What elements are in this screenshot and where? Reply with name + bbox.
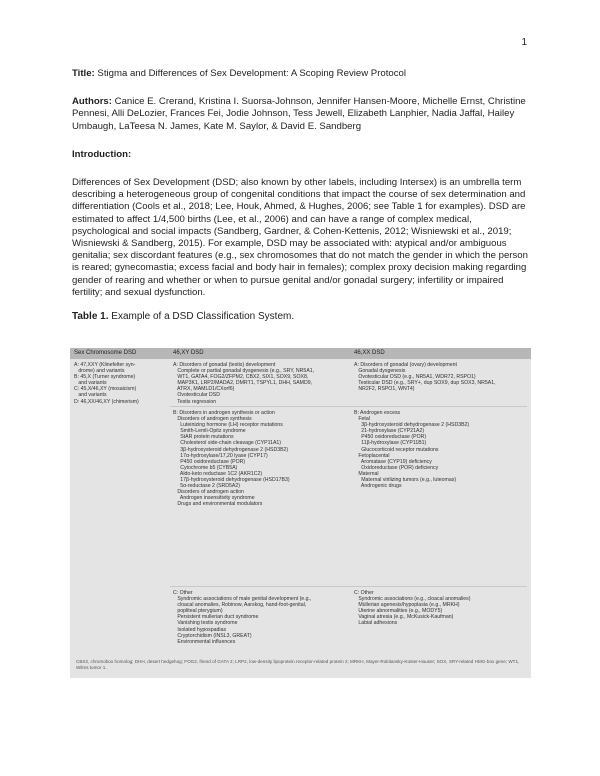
table-cell-line: Testis regression (173, 398, 217, 405)
table-cell-line: and variants (74, 380, 107, 387)
table-cell-line: StAR protein mutations (173, 434, 234, 441)
table-cell-line: 5α-reductase 2 (SRD5A2) (173, 483, 241, 490)
table-cell-line: Oxidoreductase (POR) deficiency (354, 464, 439, 471)
table-cell-line: 3β-hydroxysteroid dehydrogenase 2 (HSD3B2) (354, 422, 470, 429)
title-line (72, 68, 532, 80)
table-cell-line: Androgenic drugs (354, 483, 402, 490)
table-cell-line: Labial adhesions (354, 620, 398, 627)
table-cell-line: popliteal pterygium) (173, 608, 223, 615)
table-cell-line: A: Disorders of gonadal (ovary) development (354, 362, 457, 368)
table-cell-line: Fetal (354, 416, 370, 423)
table-header-row (70, 348, 531, 359)
table-cell-line: MAP3K1, LRP2/MADA2, DMRT1, TSPYL1, DHH, SAMD9, (173, 380, 313, 387)
table-caption-label: Table 1. (72, 311, 109, 323)
table-cell-line: Isolated hypospadias (173, 626, 227, 633)
table-cell-line: B: Disorders in androgen synthesis or action (173, 410, 275, 416)
table-cell-line: Complete or partial gonadal dysgenesis (e.g., SRY, NR5A1, (173, 368, 315, 375)
header-sex-chromosome: Sex Chromosome DSD (74, 350, 137, 356)
table-cell-line: Vaginal atresia (e.g., McKusick-Kaufman) (354, 614, 454, 621)
table-cell-line: C: 45,X/46,XY (mosaicism) (74, 386, 137, 393)
header-46xx: 46,XX DSD (354, 350, 385, 356)
table-cell-line: Glucocorticoid receptor mutations (354, 446, 439, 453)
column-46xx-section-b (354, 410, 469, 489)
table-caption-text: Example of a DSD Classification System. (108, 311, 295, 323)
table-cell-line: P450 oxidoreductase (POR) (354, 434, 427, 441)
table-cell-line: ATRX, MAMLD1/CXorf6) (173, 386, 235, 393)
table-cell-line: Luteinizing hormone (LH) receptor mutations (173, 422, 283, 429)
table-cell-line: 17β-hydroxysteroid dehydrogenase (HSD17B3) (173, 477, 290, 484)
authors-label: Authors: (72, 96, 112, 108)
column-46xy-section-c (173, 590, 311, 645)
table-cell-line: D: 46,XX/46,XY (chimerism) (74, 398, 139, 405)
row-divider (170, 586, 527, 587)
table-cell-line: B: 45,X (Turner syndrome) (74, 374, 136, 381)
table-cell-line: Maternal (354, 470, 379, 477)
table-cell-line: Smith-Lemli-Opitz syndrome (173, 428, 246, 435)
table-cell-line: Gonadal dysgenesis (354, 368, 406, 375)
table-cell-line: Cholesterol side-chain cleavage (CYP11A1) (173, 440, 282, 447)
column-46xx-section-a (354, 362, 496, 392)
table-cell-line: C: Other (354, 590, 374, 596)
table-cell-line: 11β-hydroxylase (CYP11B1) (354, 440, 427, 447)
table-footnote: CBX2, chromobox homolog; DHH, desert hedgehog; FOG2, friend of GATA 2; LRP2, low-density lipoprotein receptor-related protein 2; MRKH, Mayer-Rokitansky-Küster-Hauser; SOX, SRY-related HMG-box gene; WT1, Wilms tumor 1. (76, 659, 520, 670)
column-sex-chromosome (74, 362, 139, 405)
table-cell-line: drome) and variants (74, 368, 125, 375)
title-label: Title: (72, 68, 95, 79)
table-cell-line: 21-hydroxylase (CYP21A2) (354, 428, 425, 435)
table-cell-line: Maternal virilizing tumors (e.g., luteomas) (354, 477, 457, 484)
table-cell-line: WT1, GATA4, FOG2/ZFPM2, CBX2, SIX1, SOX9, SOX8, (173, 374, 309, 381)
table-cell-line: P450 oxidoreductase (POR) (173, 458, 246, 465)
table-cell-line: Syndromic associations (e.g., cloacal anomalies) (354, 596, 471, 603)
table-cell-line: NR2F2, RSPO1, WNT4) (354, 386, 415, 393)
table-cell-line: Cryptorchidism (INSL3, GREAT) (173, 632, 252, 639)
table-cell-line: A: Disorders of gonadal (testis) development (173, 362, 276, 368)
row-divider (170, 406, 527, 407)
table-caption (72, 311, 532, 323)
table-cell-line: Disorders of androgen synthesis (173, 416, 252, 423)
table-cell-line: Environmental influences (173, 638, 236, 645)
table-cell-line: Vanishing testis syndrome (173, 620, 238, 627)
table-cell-line: 3β-hydroxysteroid dehydrogenase 2 (HSD3B2) (173, 446, 289, 453)
table-cell-line: cloacal anomalies, Robinow, Aarskog, hand-foot-genital, (173, 602, 307, 609)
column-46xy-section-a (173, 362, 314, 405)
title-text: Stigma and Differences of Sex Development: A Scoping Review Protocol (94, 68, 407, 79)
table-cell-line: Androgen insensitivity syndrome (173, 495, 255, 502)
table-cell-line: Ovotesticular DSD (173, 392, 220, 399)
column-46xy-section-b (173, 410, 290, 508)
table-cell-line: C: Other (173, 590, 193, 596)
table-cell-line: Testicular DSD (e.g., SRY+, dup SOX9, dup SOX3, NR5A1, (354, 380, 496, 387)
authors-line (72, 96, 532, 133)
table-cell-line: A: 47,XXY (Klinefelter syn- (74, 362, 136, 368)
page-number: 1 (521, 37, 527, 48)
table-cell-line: Aromatase (CYP19) deficiency (354, 458, 432, 465)
table-cell-line: Persistent mullerian duct syndrome (173, 614, 259, 621)
introduction-paragraph: Differences of Sex Development (DSD; also known by other labels, including Intersex) is an umbrella term describing a heterogeneous group of congenital conditions that impact the course of sex determination and differentiation (Cools et al., 2018; Lee, Houk, Ahmed, & Hughes, 2006; see Table 1 for examples). DSD are estimated to affect 1/4,500 births (Lee, et al., 2006) and can have a range of complex medical, psychological and social impacts (Sandberg, Gardner, & Cohen-Kettenis, 2012; Wisniewski et al., 2019; Wisniewski & Sandberg, 2015). For example, DSD may be associated with: atypical and/or ambiguous genitalia; sex discordant features (e.g., sex chromosomes that do not match the gender in which the person is reared; gynecomastia; excess facial and body hair in females); complex proxy decision making regarding gender of rearing and whether or when to pursue genital and/or gonadal surgery; infertility or impaired fertility; and sexual dysfunction. (72, 177, 528, 298)
table-cell-line: Drugs and environmental modulators (173, 501, 263, 508)
table-cell-line: Disorders of androgen action (173, 489, 244, 496)
table-cell-line: 17α-hydroxylase/17,20 lyase (CYP17) (173, 452, 268, 459)
authors-text: Canice E. Crerand, Kristina I. Suorsa-Johnson, Jennifer Hansen-Moore, Michelle Ernst, Christine Pennesi, Alli DeLozier, Frances Fei, Jodie Johnson, Tess Jewell, Elizabeth Lanphier, Nadia Jaffal, Hailey Umbaugh, LaTeesa N. James, Kate M. Saylor, & David E. Sandberg (72, 96, 526, 132)
table-cell-line: Ovotesticular DSD (e.g., NR5A1, WDR72, RSPO1) (354, 374, 476, 381)
table-cell-line: Uterine abnormalities (e.g., MODY5) (354, 608, 443, 615)
table-cell-line: B: Androgen excess (354, 410, 401, 416)
table-cell-line: and variants (74, 392, 107, 399)
table-cell-line: Cytochrome b5 (CYB5A) (173, 464, 238, 471)
table-cell-line: Müllerian agenesis/hypoplasia (e.g., MRKH) (354, 602, 460, 609)
table-cell-line: Fetoplacental (354, 452, 390, 459)
introduction-heading: Introduction: (72, 148, 132, 160)
table-cell-line: Aldo-keto reductase 1C2 (AKR1C2) (173, 470, 263, 477)
header-46xy: 46,XY DSD (173, 350, 204, 356)
dsd-classification-table (70, 348, 531, 678)
document-body (72, 68, 532, 324)
table-cell-line: Syndromic associations of male genital development (e.g., (173, 596, 312, 603)
column-46xx-section-c (354, 590, 470, 627)
